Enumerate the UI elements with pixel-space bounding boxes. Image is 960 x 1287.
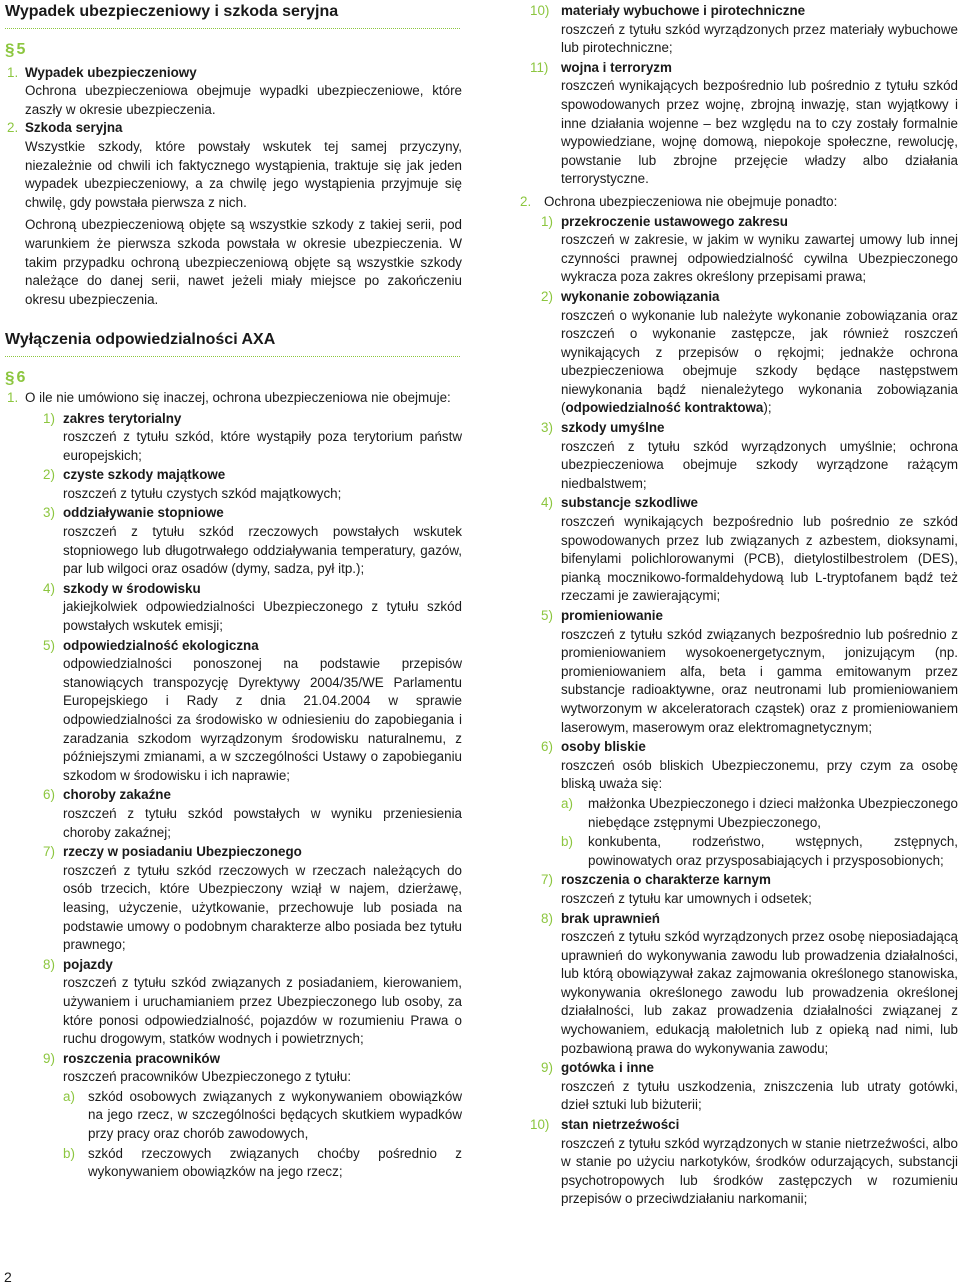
- item-text: roszczeń z tytułu szkód wyrządzonych przez osobę nieposiadającą uprawnień do wykonywania zawodu lub prowadzenia działalności, lub którą obowiązywał zakaz zajmowania określonego stanowiska, wykonywania określonego zawodu lub prowadzenia określonej działalności, lub zakaz prowadzenia działalności związanej z wychowaniem, edukacją małoletnich lub z opieką nad nimi, lub pozbawioną prawa do wykonywania zawodu;: [561, 929, 958, 1056]
- item-heading: szkody w środowisku: [63, 580, 201, 596]
- item-text-bold: odpowiedzialność kontraktowa: [565, 400, 764, 416]
- section-title-exclusions: Wyłączenia odpowiedzialności AXA: [5, 331, 276, 349]
- paragraph-5-heading: [5, 41, 462, 60]
- item-heading: osoby bliskie: [561, 739, 646, 755]
- item-text: roszczeń z tytułu szkód wyrządzonych w stanie nietrzeźwości, albo w stanie po użyciu narkotyków, środków odurzających, substancji psychotropowych lub środków zastępczych w rozumieniu przepisów o przeciwdziałaniu narkomanii;: [561, 1135, 958, 1207]
- item-heading: pojazdy: [63, 956, 113, 972]
- exclusion-list-left: [5, 410, 462, 1182]
- item-text: roszczeń z tytułu szkód, które wystąpiły poza terytorium państw europejskich;: [63, 429, 462, 463]
- exclusion-item: [5, 466, 462, 503]
- clause-5-1: [5, 64, 462, 120]
- item-text: roszczeń z tytułu szkód związanych z posiadaniem, kierowaniem, używaniem i uruchamianiem przez Ubezpieczonego lub osoby, za które ponosi odpowiedzialność, pojazdów w rozumieniu Prawa o ruchu drogowym, statków wodnych i powietrznych;: [63, 975, 462, 1047]
- section-divider: [5, 28, 460, 29]
- item-text: roszczeń osób bliskich Ubezpieczonemu, przy czym za osobę bliską uważa się:: [561, 757, 958, 792]
- exclusion-item: [5, 956, 462, 1049]
- sub-item-text: szkód rzeczowych związanych choćby pośrednio z wykonywaniem obowiązków na jego rzecz;: [88, 1145, 462, 1180]
- item-number: 2): [541, 288, 553, 304]
- exclusion-item: [530, 1059, 958, 1115]
- item-text-part: roszczeń o wykonanie lub należyte wykonanie zobowiązania oraz roszczeń o wykonanie zastępcze, jak również roszczeń wynikających z przepisów o rękojmi; jednakże ochrona ubezpieczeniowa obejmuje szkody będące następstwem niewykonania bądź nienależytego wykonania zobowiązania (: [561, 307, 958, 416]
- exclusion-item: [530, 494, 958, 606]
- item-heading: przekroczenie ustawowego zakresu: [561, 213, 788, 229]
- clause-title: Wypadek ubezpieczeniowy: [25, 64, 197, 80]
- clause-6-2: [520, 193, 958, 212]
- item-number: 2): [43, 467, 55, 483]
- item-number: 1): [541, 213, 553, 229]
- section-sign-icon: §: [5, 368, 15, 388]
- sub-item: [530, 795, 958, 832]
- item-text: roszczeń z tytułu szkód rzeczowych w rzeczach należących do osób trzecich, które Ubezpieczony wziął w najem, dzierżawę, leasing, użyczenie, użytkowanie, przechowuje lub posiada na podstawie umowy o podobnym charakterze albo posiada bez tytułu prawnego;: [63, 862, 462, 953]
- exclusion-item: [5, 580, 462, 636]
- item-text: roszczeń w zakresie, w jakim w wyniku zawartej umowy lub innej czynności prawnej odpowiedzialność cywilna Ubezpieczonego wykracza poza zakres określony przepisami prawa;: [561, 232, 958, 285]
- item-text: roszczeń pracowników Ubezpieczonego z tytułu:: [63, 1069, 352, 1085]
- item-text: roszczeń z tytułu kar umownych i odsetek;: [561, 890, 812, 906]
- paragraph-6-number: 6: [16, 369, 26, 387]
- clause-6-1: [5, 389, 462, 408]
- item-text: roszczeń z tytułu szkód wyrządzonych przez materiały wybuchowe lub pirotechniczne;: [561, 21, 958, 56]
- item-text: roszczeń z tytułu szkód związanych bezpośrednio lub pośrednio z promieniowaniem wysokoenergetycznym, jonizującym (np. promieniowaniem alfa, beta i gamma emitowanym przez substancje radioaktywne, oraz neutronami lub promieniowaniem wytworzonym w akceleratorach cząstek) oraz z promieniowaniem laserowym, maserowym oraz elektromagnetycznym;: [561, 626, 958, 735]
- item-number: 1): [43, 410, 55, 426]
- item-heading: czyste szkody majątkowe: [63, 467, 226, 483]
- exclusion-list-right: [530, 213, 958, 1209]
- clause-5-2: [5, 119, 462, 309]
- clause-text: Ochrona ubezpieczeniowa nie obejmuje ponadto:: [544, 193, 838, 209]
- right-column: [520, 0, 958, 1209]
- item-heading: materiały wybuchowe i pirotechniczne: [561, 3, 806, 18]
- item-number: 11): [530, 59, 549, 75]
- item-text: jakiejkolwiek odpowiedzialności Ubezpieczonego z tytułu szkód powstałych wskutek emisji;: [63, 599, 462, 634]
- item-number: 4): [43, 580, 55, 596]
- item-heading: brak uprawnień: [561, 910, 660, 926]
- clause-text: Wszystkie szkody, które powstały wskutek tej samej przyczyny, niezależnie od chwili ich faktycznego wystąpienia, traktuje się jak jeden wypadek ubezpieczeniowy, a za chwilę jego wystąpienia przyjmuje się chwilę, gdy powstała pierwsza z nich.: [25, 138, 462, 210]
- exclusion-item: [530, 2, 958, 58]
- sub-item: [5, 1145, 462, 1182]
- item-text-part: );: [763, 400, 772, 416]
- sub-item-letter: b): [561, 834, 573, 850]
- sub-item-text: małżonka Ubezpieczonego i dzieci małżonka Ubezpieczonego niebędące zstępnymi Ubezpieczonego,: [588, 795, 958, 830]
- item-heading: oddziaływanie stopniowe: [63, 505, 224, 521]
- exclusion-item: [530, 607, 958, 737]
- item-number: 9): [43, 1050, 55, 1066]
- item-text: roszczeń z tytułu uszkodzenia, zniszczenia lub utraty gotówki, dzieł sztuki lub biżuterii;: [561, 1078, 958, 1113]
- sub-item-letter: b): [63, 1145, 75, 1161]
- sub-item: [530, 833, 958, 870]
- exclusion-item: [5, 410, 462, 466]
- item-text: roszczeń z tytułu szkód powstałych w wyniku przeniesienia choroby zakaźnej;: [63, 805, 462, 840]
- sub-item-text: szkód osobowych związanych z wykonywaniem obowiązków na jego rzecz, w szczególności będących skutkiem wypadków przy pracy oraz chorób zawodowych,: [88, 1088, 462, 1142]
- item-heading: wykonanie zobowiązania: [561, 288, 720, 304]
- exclusion-item: [5, 637, 462, 786]
- section-title-occurrence: Wypadek ubezpieczeniowy i szkoda seryjna: [5, 3, 339, 20]
- item-heading: rzeczy w posiadaniu Ubezpieczonego: [63, 844, 302, 860]
- clause-number: 1.: [7, 389, 19, 405]
- sub-item-letter: a): [63, 1088, 75, 1104]
- paragraph-5-number: 5: [16, 41, 26, 58]
- item-heading: szkody umyślne: [561, 420, 665, 436]
- clause-text: Ochrona ubezpieczeniowa obejmuje wypadki ubezpieczeniowe, które zaszły w okresie ubezpieczenia.: [25, 83, 462, 117]
- item-number: 4): [541, 495, 553, 511]
- item-number: 9): [541, 1060, 553, 1076]
- exclusion-item: [5, 1050, 462, 1182]
- item-number: 5): [541, 608, 553, 623]
- sub-item-text: konkubenta, rodzeństwo, wstępnych, zstępnych, powinowatych oraz przysposabiających i przysposobionych;: [588, 834, 958, 868]
- item-text: roszczeń wynikających bezpośrednio lub pośrednio ze szkód spowodowanych przez lub związanych z azbestem, dioksynami, bifenylami polichlorowanymi (PCB), dietylostilbestrolem (DES), pianką mocznikowo-formaldehydową lub L-tryptofanem bądź też rzeczami je zawierającymi;: [561, 514, 958, 604]
- clause-title: Szkoda seryjna: [25, 120, 123, 136]
- exclusion-item: [530, 419, 958, 493]
- item-number: 10): [530, 3, 550, 18]
- item-heading: zakres terytorialny: [63, 410, 182, 426]
- exclusion-item: [530, 871, 958, 908]
- section-divider: [5, 356, 460, 357]
- clause-number: 1.: [7, 64, 19, 80]
- item-heading: roszczenia o charakterze karnym: [561, 872, 771, 888]
- item-heading: substancje szkodliwe: [561, 495, 698, 511]
- item-text: roszczeń z tytułu szkód wyrządzonych umyślnie; ochrona ubezpieczeniowa obejmuje szkody wyrządzone rażącym niedbalstwem;: [561, 438, 958, 491]
- item-heading: choroby zakaźne: [63, 787, 171, 803]
- exclusion-item: [530, 738, 958, 870]
- item-number: 8): [43, 956, 55, 972]
- sub-item: [5, 1088, 462, 1144]
- clause-text: O ile nie umówiono się inaczej, ochrona ubezpieczeniowa nie obejmuje:: [25, 389, 451, 405]
- item-text: roszczeń z tytułu szkód rzeczowych powstałych wskutek stopniowego lub długotrwałego oddziaływania temperatury, gazów, par lub wilgoci oraz osadów (dymy, sadza, pył itp.);: [63, 524, 462, 577]
- clause-number: 2.: [520, 193, 532, 209]
- item-text: odpowiedzialności ponoszonej na podstawie przepisów stanowiących transpozycję Dyrektywy 2004/35/WE Parlamentu Europejskiego i Rady z dnia 21.04.2004 w sprawie odpowiedzialności za środowisko w odniesieniu do zapobiegania i zaradzania szkodom wyrządzonym środowisku naturalnemu, z późniejszymi zmianami, a w szczególności Ustawy o zapobieganiu szkodom w środowisku i ich naprawie;: [63, 656, 462, 783]
- item-number: 5): [43, 637, 55, 653]
- page-number: 2: [4, 1269, 12, 1285]
- exclusion-item: [5, 786, 462, 842]
- item-number: 7): [541, 872, 553, 888]
- item-heading: wojna i terroryzm: [561, 59, 672, 75]
- item-text: roszczeń wynikających bezpośrednio lub pośrednio z tytułu szkód spowodowanych przez wojnę, zbrojną inwazję, stan wyjątkowy i inne działania wojenne – bez względu na to czy zostały formalnie wypowiedziane, wojnę domową, niepokoje społeczne, rewolucję, powstanie lub zbrojne przejęcie władzy albo działania terrorystyczne.: [561, 78, 958, 187]
- item-number: 6): [43, 787, 55, 803]
- paragraph-6-heading: [5, 369, 462, 388]
- item-number: 10): [530, 1117, 550, 1133]
- exclusion-item: [530, 59, 958, 189]
- item-heading: promieniowanie: [561, 608, 663, 623]
- exclusion-item: [530, 213, 958, 287]
- sub-item-letter: a): [561, 795, 573, 811]
- item-text: [530, 307, 958, 419]
- item-number: 6): [541, 739, 553, 755]
- exclusion-item: [530, 910, 958, 1059]
- item-text: roszczeń z tytułu czystych szkód majątkowych;: [63, 485, 342, 501]
- item-number: 3): [541, 420, 553, 436]
- clause-number: 2.: [7, 120, 19, 136]
- item-number: 8): [541, 910, 553, 926]
- exclusion-item: [5, 843, 462, 955]
- left-column: [5, 0, 462, 1182]
- section-sign-icon: §: [5, 40, 15, 59]
- exclusion-item: [530, 1116, 958, 1209]
- item-heading: stan nietrzeźwości: [561, 1117, 680, 1133]
- item-heading: gotówka i inne: [561, 1060, 654, 1076]
- item-heading: roszczenia pracowników: [63, 1050, 221, 1066]
- item-heading: odpowiedzialność ekologiczna: [63, 637, 259, 653]
- exclusion-item: [530, 288, 958, 418]
- item-number: 3): [43, 505, 55, 521]
- clause-text: Ochroną ubezpieczeniową objęte są wszystkie szkody z takiej serii, pod warunkiem że pierwsza szkoda powstała w okresie ubezpieczenia. W takim przypadku ochroną ubezpieczeniową objęte są wszystkie szkody należące do danej serii, nawet jeżeli miały miejsce po zakończeniu okresu ubezpieczenia.: [25, 217, 462, 307]
- exclusion-item: [5, 504, 462, 578]
- item-number: 7): [43, 844, 55, 860]
